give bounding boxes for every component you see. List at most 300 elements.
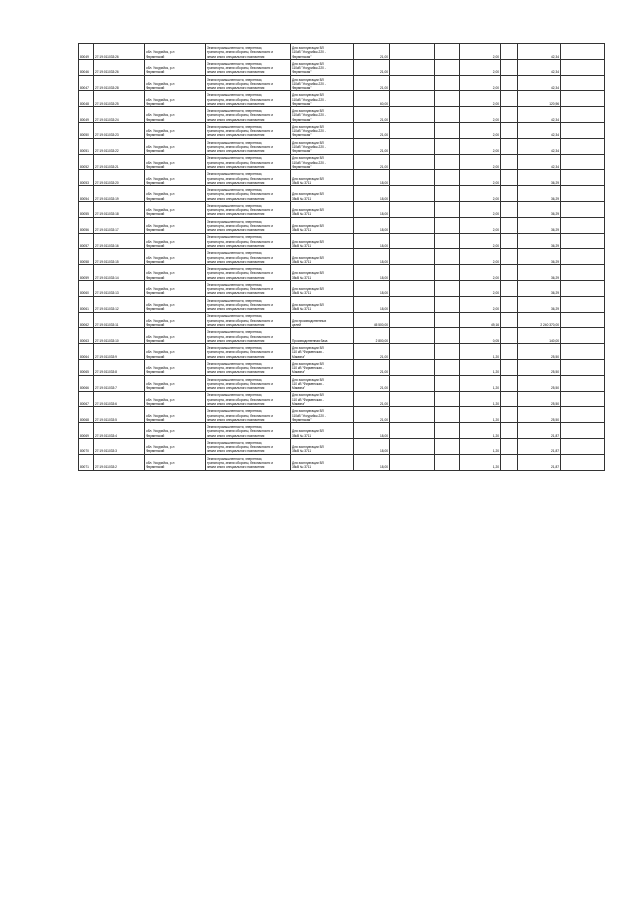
- table-row: [79, 265, 605, 281]
- tax-sum: 42,34: [518, 122, 561, 138]
- cadastral-number: 27:19:011033:18: [94, 201, 145, 217]
- tax-rate: 2,00: [460, 170, 501, 186]
- table-row: [79, 138, 605, 154]
- land-category: Земли промышленности, энергетики, транспорта, земли обороны, безопасности и земли иного специального назначения: [206, 233, 291, 249]
- empty-cell: [435, 280, 460, 296]
- tax-rate: 2,00: [460, 122, 501, 138]
- plot-address: обл. Уссурийск, р-н Фирменский: [145, 249, 206, 265]
- plot-area: 18,00: [354, 265, 390, 281]
- cadastral-number: 27:19:011033:26: [94, 44, 145, 60]
- permitted-use: Для эксплуатации ВЛ 110кВ "Уссурийск-220 - Фирменская": [291, 59, 354, 75]
- permitted-use: Для эксплуатации ВЛ 110 кВ "Фирменская - Мамина": [291, 359, 354, 375]
- empty-cell: [501, 438, 518, 454]
- plot-address: обл. Уссурийск, р-н Фирменский: [145, 312, 206, 328]
- plot-area: 18,00: [354, 233, 390, 249]
- tax-sum: 25,50: [518, 407, 561, 423]
- permitted-use: Для эксплуатации ВЛ 110кВ "Уссурийск-220 - Фирменская": [291, 91, 354, 107]
- empty-cell: [501, 312, 518, 328]
- plot-address: обл. Уссурийск, р-н Фирменский: [145, 265, 206, 281]
- empty-cell: [501, 170, 518, 186]
- empty-cell: [561, 217, 605, 233]
- empty-cell: [435, 344, 460, 360]
- tax-sum: 36,29: [518, 186, 561, 202]
- plot-address: обл. Уссурийск, р-н Фирменский: [145, 407, 206, 423]
- empty-cell: [390, 44, 435, 60]
- plot-area: 45 500,00: [354, 312, 390, 328]
- table-row: [79, 328, 605, 344]
- land-category: Земли промышленности, энергетики, транспорта, земли обороны, безопасности и земли иного специального назначения: [206, 107, 291, 123]
- permitted-use: Для эксплуатации ВЛ 35кВ № 3711: [291, 280, 354, 296]
- tax-sum: 2 240 370,00: [518, 312, 561, 328]
- land-category: Земли промышленности, энергетики, транспорта, земли обороны, безопасности и земли иного специального назначения: [206, 375, 291, 391]
- tax-sum: 42,34: [518, 138, 561, 154]
- row-code: 80057: [79, 233, 94, 249]
- table-row: [79, 344, 605, 360]
- empty-cell: [501, 328, 518, 344]
- empty-cell: [501, 359, 518, 375]
- land-category: Земли промышленности, энергетики, транспорта, земли обороны, безопасности и земли иного специального назначения: [206, 201, 291, 217]
- empty-cell: [501, 91, 518, 107]
- plot-area: 18,00: [354, 454, 390, 470]
- table-row: [79, 391, 605, 407]
- land-category: Земли промышленности, энергетики, транспорта, земли обороны, безопасности и земли иного специального назначения: [206, 170, 291, 186]
- tax-rate: 2,00: [460, 280, 501, 296]
- cadastral-number: 27:19:011033:20: [94, 170, 145, 186]
- empty-cell: [561, 186, 605, 202]
- table-row: [79, 107, 605, 123]
- table-row: [79, 280, 605, 296]
- tax-sum: 42,34: [518, 75, 561, 91]
- permitted-use: Для эксплуатации ВЛ 35кВ № 3711: [291, 296, 354, 312]
- empty-cell: [435, 217, 460, 233]
- empty-cell: [501, 454, 518, 470]
- table-row: [79, 312, 605, 328]
- land-category: Земли промышленности, энергетики, транспорта, земли обороны, безопасности и земли иного специального назначения: [206, 249, 291, 265]
- cadastral-number: 27:19:011033:3: [94, 438, 145, 454]
- plot-address: обл. Уссурийск, р-н Фирменский: [145, 91, 206, 107]
- tax-sum: 140,00: [518, 328, 561, 344]
- empty-cell: [501, 296, 518, 312]
- empty-cell: [390, 170, 435, 186]
- register-sheet: [78, 43, 568, 471]
- empty-cell: [561, 107, 605, 123]
- tax-sum: 25,50: [518, 375, 561, 391]
- empty-cell: [390, 296, 435, 312]
- tax-sum: 21,87: [518, 423, 561, 439]
- table-row: [79, 249, 605, 265]
- empty-cell: [390, 91, 435, 107]
- plot-address: обл. Уссурийск, р-н Фирменский: [145, 201, 206, 217]
- permitted-use: Для производственных целей: [291, 312, 354, 328]
- row-code: 80046: [79, 59, 94, 75]
- permitted-use: Для эксплуатации ВЛ 35кВ № 3711: [291, 438, 354, 454]
- permitted-use: Для эксплуатации ВЛ 110кВ "Уссурийск-220 - Фирменская": [291, 75, 354, 91]
- land-category: Земли промышленности, энергетики, транспорта, земли обороны, безопасности и земли иного специального назначения: [206, 138, 291, 154]
- tax-rate: 1,20: [460, 359, 501, 375]
- plot-area: 18,00: [354, 186, 390, 202]
- plot-area: 21,00: [354, 154, 390, 170]
- row-code: 80069: [79, 423, 94, 439]
- land-category: Земли промышленности, энергетики, транспорта, земли обороны, безопасности и земли иного специального назначения: [206, 265, 291, 281]
- cadastral-number: 27:19:011033:24: [94, 107, 145, 123]
- plot-address: обл. Уссурийск, р-н Фирменский: [145, 296, 206, 312]
- plot-area: 21,00: [354, 44, 390, 60]
- tax-rate: 2,00: [460, 249, 501, 265]
- tax-rate: 2,00: [460, 59, 501, 75]
- empty-cell: [501, 107, 518, 123]
- row-code: 80054: [79, 186, 94, 202]
- empty-cell: [561, 122, 605, 138]
- cadastral-number: 27:19:011033:26: [94, 59, 145, 75]
- empty-cell: [435, 407, 460, 423]
- cadastral-number: 27:19:011033:6: [94, 391, 145, 407]
- tax-sum: 36,29: [518, 265, 561, 281]
- tax-rate: 2,00: [460, 233, 501, 249]
- row-code: 80065: [79, 359, 94, 375]
- cadastral-number: 27:19:011033:7: [94, 375, 145, 391]
- plot-address: обл. Уссурийск, р-н Фирменский: [145, 217, 206, 233]
- cadastral-number: 27:19:011033:13: [94, 280, 145, 296]
- row-code: 80066: [79, 375, 94, 391]
- row-code: 80060: [79, 280, 94, 296]
- cadastral-number: 27:19:011033:14: [94, 265, 145, 281]
- empty-cell: [501, 44, 518, 60]
- permitted-use: Производственная база: [291, 328, 354, 344]
- empty-cell: [501, 265, 518, 281]
- empty-cell: [501, 186, 518, 202]
- tax-sum: 36,29: [518, 170, 561, 186]
- land-category: Земли промышленности, энергетики, транспорта, земли обороны, безопасности и земли иного специального назначения: [206, 407, 291, 423]
- row-code: 80063: [79, 328, 94, 344]
- empty-cell: [390, 201, 435, 217]
- tax-sum: 42,34: [518, 107, 561, 123]
- plot-area: 2 800,00: [354, 328, 390, 344]
- permitted-use: Для эксплуатации ВЛ 110кВ "Уссурийск-220 - Фирменская": [291, 154, 354, 170]
- cadastral-number: 27:19:011033:11: [94, 312, 145, 328]
- cadastral-number: 27:19:011033:28: [94, 75, 145, 91]
- tax-sum: 36,29: [518, 249, 561, 265]
- tax-rate: 1,20: [460, 391, 501, 407]
- row-code: 80048: [79, 91, 94, 107]
- plot-area: 18,00: [354, 201, 390, 217]
- empty-cell: [501, 280, 518, 296]
- permitted-use: Для эксплуатации ВЛ 35кВ № 3711: [291, 454, 354, 470]
- tax-sum: 21,87: [518, 454, 561, 470]
- row-code: 80064: [79, 344, 94, 360]
- plot-address: обл. Уссурийск, р-н Фирменский: [145, 170, 206, 186]
- empty-cell: [390, 75, 435, 91]
- plot-area: 21,00: [354, 138, 390, 154]
- empty-cell: [390, 391, 435, 407]
- row-code: 80058: [79, 249, 94, 265]
- empty-cell: [501, 391, 518, 407]
- permitted-use: Для эксплуатации ВЛ 110кВ "Уссурийск-220 - Фирменская": [291, 407, 354, 423]
- table-row: [79, 454, 605, 470]
- empty-cell: [501, 375, 518, 391]
- tax-rate: 2,00: [460, 138, 501, 154]
- tax-rate: 1,20: [460, 344, 501, 360]
- row-code: 80051: [79, 138, 94, 154]
- cadastral-number: 27:19:011033:16: [94, 233, 145, 249]
- empty-cell: [435, 265, 460, 281]
- empty-cell: [561, 249, 605, 265]
- permitted-use: Для эксплуатации ВЛ 35кВ № 3711: [291, 170, 354, 186]
- row-code: 80070: [79, 438, 94, 454]
- land-category: Земли промышленности, энергетики, транспорта, земли обороны, безопасности и земли иного специального назначения: [206, 438, 291, 454]
- empty-cell: [501, 407, 518, 423]
- land-category: Земли промышленности, энергетики, транспорта, земли обороны, безопасности и земли иного специального назначения: [206, 359, 291, 375]
- row-code: 80056: [79, 217, 94, 233]
- row-code: 80049: [79, 107, 94, 123]
- row-code: 80055: [79, 201, 94, 217]
- land-category: Земли промышленности, энергетики, транспорта, земли обороны, безопасности и земли иного специального назначения: [206, 44, 291, 60]
- permitted-use: Для эксплуатации ВЛ 35кВ № 3711: [291, 265, 354, 281]
- empty-cell: [561, 154, 605, 170]
- permitted-use: Для эксплуатации ВЛ 35кВ № 3711: [291, 233, 354, 249]
- empty-cell: [390, 280, 435, 296]
- empty-cell: [390, 328, 435, 344]
- cadastral-number: 27:19:011033:23: [94, 122, 145, 138]
- plot-area: 18,00: [354, 249, 390, 265]
- row-code: 80062: [79, 312, 94, 328]
- empty-cell: [435, 438, 460, 454]
- empty-cell: [390, 59, 435, 75]
- permitted-use: Для эксплуатации ВЛ 110кВ "Уссурийск-220 - Фирменская": [291, 138, 354, 154]
- empty-cell: [501, 344, 518, 360]
- tax-rate: 2,00: [460, 296, 501, 312]
- empty-cell: [390, 344, 435, 360]
- empty-cell: [561, 407, 605, 423]
- plot-address: обл. Уссурийск, р-н Фирменский: [145, 454, 206, 470]
- tax-sum: 42,34: [518, 154, 561, 170]
- plot-address: обл. Уссурийск, р-н Фирменский: [145, 107, 206, 123]
- cadastral-number: 27:19:011033:17: [94, 217, 145, 233]
- plot-address: обл. Уссурийск, р-н Фирменский: [145, 233, 206, 249]
- plot-address: обл. Уссурийск, р-н Фирменский: [145, 438, 206, 454]
- empty-cell: [501, 122, 518, 138]
- empty-cell: [435, 359, 460, 375]
- land-category: Земли промышленности, энергетики, транспорта, земли обороны, безопасности и земли иного специального назначения: [206, 91, 291, 107]
- tax-rate: 2,00: [460, 107, 501, 123]
- empty-cell: [561, 91, 605, 107]
- plot-area: 18,00: [354, 438, 390, 454]
- empty-cell: [390, 122, 435, 138]
- table-row: [79, 44, 605, 60]
- empty-cell: [501, 249, 518, 265]
- row-code: 80068: [79, 407, 94, 423]
- empty-cell: [561, 344, 605, 360]
- land-category: Земли промышленности, энергетики, транспорта, земли обороны, безопасности и земли иного специального назначения: [206, 312, 291, 328]
- empty-cell: [390, 454, 435, 470]
- tax-rate: 2,00: [460, 75, 501, 91]
- empty-cell: [390, 217, 435, 233]
- plot-area: 21,00: [354, 359, 390, 375]
- land-category: Земли промышленности, энергетики, транспорта, земли обороны, безопасности и земли иного специального назначения: [206, 59, 291, 75]
- empty-cell: [435, 107, 460, 123]
- empty-cell: [561, 296, 605, 312]
- empty-cell: [561, 391, 605, 407]
- land-category: Земли промышленности, энергетики, транспорта, земли обороны, безопасности и земли иного специального назначения: [206, 391, 291, 407]
- tax-rate: 1,20: [460, 454, 501, 470]
- table-row: [79, 359, 605, 375]
- empty-cell: [561, 438, 605, 454]
- tax-rate: 1,20: [460, 375, 501, 391]
- cadastral-number: 27:19:011033:25: [94, 91, 145, 107]
- empty-cell: [435, 312, 460, 328]
- tax-sum: 36,29: [518, 296, 561, 312]
- empty-cell: [390, 375, 435, 391]
- table-row: [79, 186, 605, 202]
- row-code: 80053: [79, 170, 94, 186]
- empty-cell: [501, 138, 518, 154]
- table-row: [79, 91, 605, 107]
- empty-cell: [390, 407, 435, 423]
- tax-rate: 2,00: [460, 91, 501, 107]
- land-category: Земли промышленности, энергетики, транспорта, земли обороны, безопасности и земли иного специального назначения: [206, 454, 291, 470]
- plot-address: обл. Уссурийск, р-н Фирменский: [145, 359, 206, 375]
- table-row: [79, 59, 605, 75]
- empty-cell: [435, 91, 460, 107]
- table-row: [79, 201, 605, 217]
- plot-area: 18,00: [354, 423, 390, 439]
- plot-address: обл. Уссурийск, р-н Фирменский: [145, 344, 206, 360]
- empty-cell: [561, 44, 605, 60]
- plot-area: 21,00: [354, 107, 390, 123]
- permitted-use: Для эксплуатации ВЛ 110кВ "Уссурийск-220 - Фирменская": [291, 44, 354, 60]
- empty-cell: [390, 438, 435, 454]
- empty-cell: [435, 75, 460, 91]
- empty-cell: [561, 375, 605, 391]
- tax-rate: 1,20: [460, 407, 501, 423]
- cadastral-number: 27:19:011033:8: [94, 359, 145, 375]
- permitted-use: Для эксплуатации ВЛ 110 кВ "Фирменская - Мамина": [291, 391, 354, 407]
- row-code: 80052: [79, 154, 94, 170]
- empty-cell: [561, 265, 605, 281]
- plot-area: 21,00: [354, 391, 390, 407]
- cadastral-number: 27:19:011033:4: [94, 423, 145, 439]
- empty-cell: [561, 454, 605, 470]
- empty-cell: [501, 59, 518, 75]
- empty-cell: [561, 423, 605, 439]
- empty-cell: [435, 249, 460, 265]
- cadastral-number: 27:19:011033:10: [94, 328, 145, 344]
- table-row: [79, 375, 605, 391]
- plot-area: 21,00: [354, 122, 390, 138]
- land-category: Земли промышленности, энергетики, транспорта, земли обороны, безопасности и земли иного специального назначения: [206, 186, 291, 202]
- tax-rate: 49,16: [460, 312, 501, 328]
- plot-address: обл. Уссурийск, р-н Фирменский: [145, 423, 206, 439]
- empty-cell: [435, 59, 460, 75]
- empty-cell: [435, 328, 460, 344]
- cadastral-number: 27:19:011033:5: [94, 407, 145, 423]
- empty-cell: [390, 249, 435, 265]
- plot-area: 18,00: [354, 280, 390, 296]
- land-plot-table: [78, 43, 605, 471]
- permitted-use: Для эксплуатации ВЛ 110 кВ "Фирменская - Мамина": [291, 344, 354, 360]
- land-category: Земли промышленности, энергетики, транспорта, земли обороны, безопасности и земли иного специального назначения: [206, 296, 291, 312]
- permitted-use: Для эксплуатации ВЛ 110 кВ "Фирменская - Мамина": [291, 375, 354, 391]
- tax-sum: 36,29: [518, 280, 561, 296]
- empty-cell: [561, 233, 605, 249]
- land-category: Земли промышленности, энергетики, транспорта, земли обороны, безопасности и земли иного специального назначения: [206, 122, 291, 138]
- tax-sum: 25,50: [518, 344, 561, 360]
- tax-rate: 0,05: [460, 328, 501, 344]
- plot-address: обл. Уссурийск, р-н Фирменский: [145, 75, 206, 91]
- plot-area: 21,00: [354, 407, 390, 423]
- empty-cell: [435, 296, 460, 312]
- plot-address: обл. Уссурийск, р-н Фирменский: [145, 59, 206, 75]
- empty-cell: [435, 44, 460, 60]
- empty-cell: [561, 59, 605, 75]
- row-code: 80067: [79, 391, 94, 407]
- empty-cell: [390, 138, 435, 154]
- empty-cell: [501, 233, 518, 249]
- table-body: [79, 44, 605, 471]
- empty-cell: [435, 391, 460, 407]
- plot-area: 21,00: [354, 75, 390, 91]
- tax-sum: 25,50: [518, 359, 561, 375]
- tax-rate: 2,00: [460, 186, 501, 202]
- permitted-use: Для эксплуатации ВЛ 35кВ № 3711: [291, 201, 354, 217]
- land-category: Земли промышленности, энергетики, транспорта, земли обороны, безопасности и земли иного специального назначения: [206, 328, 291, 344]
- row-code: 80049: [79, 44, 94, 60]
- tax-sum: 36,29: [518, 217, 561, 233]
- plot-area: 21,00: [354, 375, 390, 391]
- plot-address: обл. Уссурийск, р-н Фирменский: [145, 154, 206, 170]
- plot-area: 18,00: [354, 170, 390, 186]
- empty-cell: [561, 75, 605, 91]
- empty-cell: [435, 138, 460, 154]
- tax-sum: 25,50: [518, 391, 561, 407]
- empty-cell: [561, 312, 605, 328]
- plot-address: обл. Уссурийск, р-н Фирменский: [145, 138, 206, 154]
- land-category: Земли промышленности, энергетики, транспорта, земли обороны, безопасности и земли иного специального назначения: [206, 344, 291, 360]
- table-row: [79, 438, 605, 454]
- tax-rate: 2,00: [460, 154, 501, 170]
- plot-area: 18,00: [354, 296, 390, 312]
- plot-address: обл. Уссурийск, р-н Фирменский: [145, 328, 206, 344]
- cadastral-number: 27:19:011033:12: [94, 296, 145, 312]
- cadastral-number: 27:19:011033:9: [94, 344, 145, 360]
- cadastral-number: 27:19:011033:2: [94, 454, 145, 470]
- land-category: Земли промышленности, энергетики, транспорта, земли обороны, безопасности и земли иного специального назначения: [206, 154, 291, 170]
- permitted-use: Для эксплуатации ВЛ 35кВ № 3711: [291, 217, 354, 233]
- table-row: [79, 75, 605, 91]
- permitted-use: Для эксплуатации ВЛ 110кВ "Уссурийск-220 - Фирменская": [291, 107, 354, 123]
- cadastral-number: 27:19:011033:19: [94, 186, 145, 202]
- row-code: 80047: [79, 75, 94, 91]
- permitted-use: Для эксплуатации ВЛ 35кВ № 3711: [291, 186, 354, 202]
- tax-sum: 36,29: [518, 233, 561, 249]
- plot-address: обл. Уссурийск, р-н Фирменский: [145, 375, 206, 391]
- plot-address: обл. Уссурийск, р-н Фирменский: [145, 186, 206, 202]
- empty-cell: [435, 454, 460, 470]
- permitted-use: Для эксплуатации ВЛ 110кВ "Уссурийск-220 - Фирменская": [291, 122, 354, 138]
- empty-cell: [501, 201, 518, 217]
- empty-cell: [435, 375, 460, 391]
- empty-cell: [501, 217, 518, 233]
- tax-rate: 2,00: [460, 265, 501, 281]
- empty-cell: [501, 423, 518, 439]
- tax-rate: 2,00: [460, 44, 501, 60]
- cadastral-number: 27:19:011033:22: [94, 138, 145, 154]
- empty-cell: [390, 233, 435, 249]
- row-code: 80071: [79, 454, 94, 470]
- tax-rate: 1,20: [460, 423, 501, 439]
- tax-sum: 120,96: [518, 91, 561, 107]
- plot-address: обл. Уссурийск, р-н Фирменский: [145, 280, 206, 296]
- empty-cell: [561, 359, 605, 375]
